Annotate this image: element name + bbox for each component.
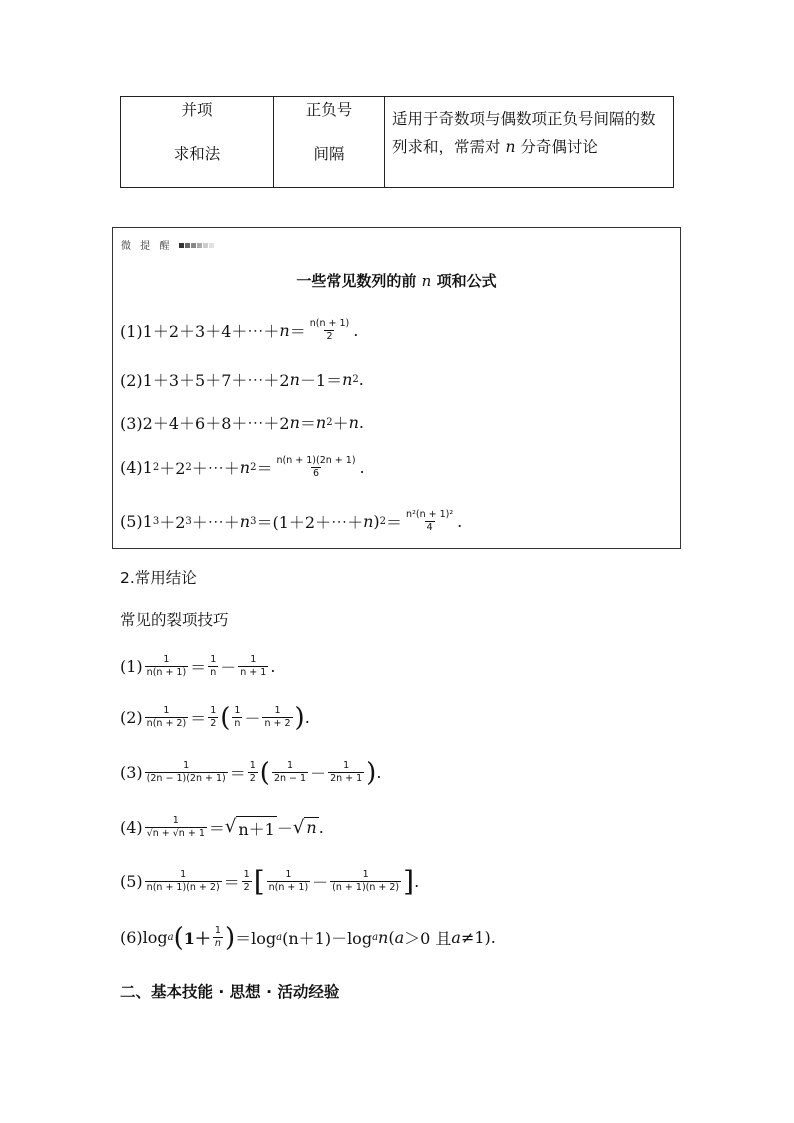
fraction: $\frac{1}{n(n + 1)}$ (268, 869, 309, 893)
sum-formula-2: (2)1＋3＋5＋7＋⋯＋2 n －1＝ n 2 . (120, 370, 364, 390)
decor-square-5 (203, 243, 208, 248)
section-heading-skills: 二、基本技能 · 思想 · 活动经验 (120, 983, 340, 1001)
fraction: $\frac{1}{n}$ (210, 654, 217, 678)
fraction: $\frac{1}{2n + 1}$ (330, 760, 363, 784)
split-formula-2: (2) $\frac{1}{n(n + 2)}$ ＝ $\frac{1}{2}$ ( $\frac{1}{n}$ － $\frac{1}{n + 2}$ ) . (120, 702, 310, 733)
fraction: $\frac{1}{n(n + 2)}$ (146, 705, 187, 729)
fraction: $\frac{1}{2}$ (243, 869, 250, 893)
method-desc-line1: 适用于奇数项与偶数项正负号间隔的数 (392, 110, 656, 128)
decor-square-4 (197, 243, 202, 248)
fraction: $\frac{1}{(n + 1)(n + 2)}$ (332, 869, 400, 893)
split-formula-5: (5) $\frac{1}{n(n + 1)(n + 2)}$ ＝ $\frac{1}{2}$ [ $\frac{1}{n(n + 1)}$ － $\frac{1}{(n + 1)(n + 2)}$ ] . (120, 864, 420, 898)
split-formula-4: (4) $\frac{1}{√n + √n + 1}$ ＝ √ n＋1 － √ n . (120, 815, 324, 839)
sum-formula-3: (3)2＋4＋6＋8＋⋯＋2 n ＝ n 2 ＋ n . (120, 413, 365, 433)
fraction: $\frac{1}{n(n + 1)}$ (146, 654, 187, 678)
method-name-line2: 求和法 (173, 145, 221, 163)
decor-square-2 (185, 243, 190, 248)
decor-square-3 (191, 243, 196, 248)
method-type-line1: 正负号 (305, 101, 353, 119)
method-desc-line2: 列求和，常需对 n 分奇偶讨论 (392, 138, 598, 156)
subheading-split-terms: 常见的裂项技巧 (120, 611, 229, 629)
square-root: √ n＋1 (224, 815, 275, 839)
sum-formula-4: (4)1 2 ＋2 2 ＋⋯＋ n 2 ＝ $\frac{n(n + 1)(2n + 1)}{6}$ . (120, 455, 365, 479)
method-type-cell (274, 97, 385, 188)
sum-formula-5: (5)1 3 ＋2 3 ＋⋯＋ n 3 ＝(1＋2＋⋯＋ n ) 2 ＝ $\frac{\text{n²(n + 1)²}}{4}$ . (120, 509, 463, 533)
method-name-line1: 并项 (181, 101, 213, 119)
summation-method-table (120, 96, 674, 188)
split-formula-1: (1) $\frac{1}{n(n + 1)}$ ＝ $\frac{1}{n}$ － $\frac{1}{n + 1}$ . (120, 654, 276, 678)
fraction: $\frac{1}{n}$ (214, 925, 221, 949)
square-root: √ n (292, 817, 317, 838)
split-formula-3: (3) $\frac{1}{(2n - 1)(2n + 1)}$ ＝ $\frac{1}{2}$ ( $\frac{1}{2n - 1}$ － $\frac{1}{2n + 1}$ ) . (120, 757, 382, 788)
decor-squares (179, 241, 215, 252)
fraction: $\frac{1}{2}$ (249, 760, 256, 784)
fraction: $\frac{1}{n}$ (234, 705, 241, 729)
method-type-line2: 间隔 (313, 145, 345, 163)
split-formula-6: (6)log a ( 1＋ $\frac{1}{n}$ ) ＝log a (n＋1)－log a n ( a ＞0 且 a ≠1). (120, 922, 496, 953)
fraction: $\frac{1}{(2n - 1)(2n + 1)}$ (146, 760, 226, 784)
fraction: $\frac{1}{2}$ (210, 705, 217, 729)
reminder-tag: 微 提 醒 (121, 237, 215, 252)
fraction: $\frac{n(n + 1)}{2}$ (309, 318, 350, 342)
fraction: $\frac{\text{n²(n + 1)²}}{4}$ (406, 509, 454, 533)
fraction: $\frac{n(n + 1)(2n + 1)}{6}$ (276, 455, 356, 479)
fraction: $\frac{1}{n(n + 1)(n + 2)}$ (146, 869, 220, 893)
fraction: $\frac{1}{2n - 1}$ (273, 760, 307, 784)
fraction: $\frac{1}{√n + √n + 1}$ (146, 815, 205, 839)
method-desc-cell (385, 97, 674, 188)
decor-square-6 (209, 243, 214, 248)
fraction: $\frac{1}{n + 1}$ (240, 654, 267, 678)
reminder-title: 一些常见数列的前 n 项和公式 (296, 272, 497, 290)
method-name-cell (121, 97, 274, 188)
decor-square-1 (179, 243, 184, 248)
fraction: $\frac{1}{n + 2}$ (264, 705, 291, 729)
sum-formula-1: (1)1＋2＋3＋4＋⋯＋ n ＝ $\frac{n(n + 1)}{2}$ . (120, 318, 359, 342)
section-heading-conclusions: 2.常用结论 (120, 569, 197, 587)
